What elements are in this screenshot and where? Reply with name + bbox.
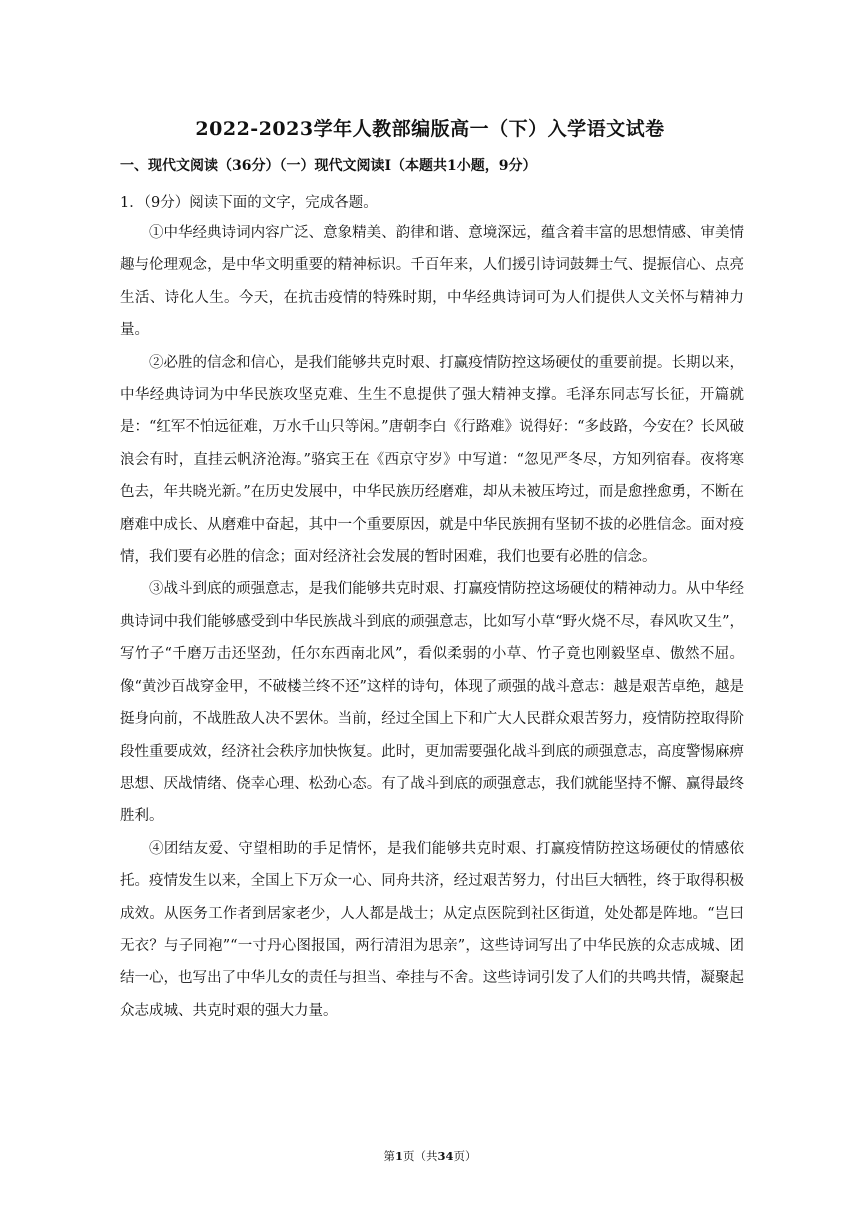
page-footer <box>0 1148 860 1164</box>
passage-paragraph-1: ①中华经典诗词内容广泛、意象精美、韵律和谐、意境深远，蕴含着丰富的思想情感、审美情趣与伦理观念，是中华文明重要的精神标识。千百年来，人们援引诗词鼓舞士气、提振信心、点亮生活、诗化人生。今天，在抗击疫情的特殊时期，中华经典诗词可为人们提供人文关怀与精神力量。 <box>120 225 744 339</box>
passage-paragraph-2: ②必胜的信念和信心，是我们能够共克时艰、打赢疫情防控这场硬仗的重要前提。长期以来，中华经典诗词为中华民族攻坚克难、生生不息提供了强大精神支撑。毛泽东同志写长征，开篇就是：“红军不怕远征难，万水千山只等闲。”唐朝李白《行路难》说得好：“多歧路，今安在？长风破浪会有时，直挂云帆济沧海。”骆宾王在《西京守岁》中写道：“忽见严冬尽，方知列宿春。夜将寒色去，年共晓光新。”在历史发展中，中华民族历经磨难，却从未被压垮过，而是愈挫愈勇，不断在磨难中成长、从磨难中奋起，其中一个重要原因，就是中华民族拥有坚韧不拔的必胜信念。面对疫情，我们要有必胜的信念；面对经济社会发展的暂时困难，我们也要有必胜的信念。 <box>120 354 744 566</box>
footer-mid: 页（共 <box>403 1149 438 1163</box>
footer-prefix: 第 <box>383 1149 395 1163</box>
section-heading: 一、现代文阅读（36分）（一）现代文阅读Ⅰ（本题共1小题，9分） <box>120 158 537 174</box>
passage-paragraph-3: ③战斗到底的顽强意志，是我们能够共克时艰、打赢疫情防控这场硬仗的精神动力。从中华经典诗词中我们能够感受到中华民族战斗到底的顽强意志，比如写小草“野火烧不尽，春风吹又生”，写竹子“千磨万击还坚劲，任尔东西南北风”，看似柔弱的小草、竹子竟也刚毅坚卓、傲然不屈。像“黄沙百战穿金甲，不破楼兰终不还”这样的诗句，体现了顽强的战斗意志：越是艰苦卓绝，越是挺身向前，不战胜敌人决不罢休。当前，经过全国上下和广大人民群众艰苦努力，疫情防控取得阶段性重要成效，经济社会秩序加快恢复。此时，更加需要强化战斗到底的顽强意志，高度警惕麻痹思想、厌战情绪、侥幸心理、松劲心态。有了战斗到底的顽强意志，我们就能坚持不懈、赢得最终胜利。 <box>120 581 744 825</box>
footer-total-pages: 34 <box>437 1149 454 1163</box>
footer-suffix: 页） <box>453 1149 477 1163</box>
exam-title: 2022-2023学年人教部编版高一（下）入学语文试卷 <box>195 118 665 140</box>
passage-paragraph-4: ④团结友爱、守望相助的手足情怀，是我们能够共克时艰、打赢疫情防控这场硬仗的情感依托。疫情发生以来，全国上下万众一心、同舟共济，经过艰苦努力，付出巨大牺牲，终于取得积极成效。从医务工作者到居家老少，人人都是战士；从定点医院到社区街道，处处都是阵地。“岂曰无衣？与子同袍”“一寸丹心图报国，两行清泪为思亲”，这些诗词写出了中华民族的众志成城、团结一心，也写出了中华儿女的责任与担当、牵挂与不舍。这些诗词引发了人们的共鸣共情，凝聚起众志成城、共克时艰的强大力量。 <box>120 840 744 1019</box>
footer-page-number: 1 <box>394 1149 403 1163</box>
question-label: 1．（9分）阅读下面的文字，完成各题。 <box>120 195 378 211</box>
reading-passage <box>120 217 744 1027</box>
